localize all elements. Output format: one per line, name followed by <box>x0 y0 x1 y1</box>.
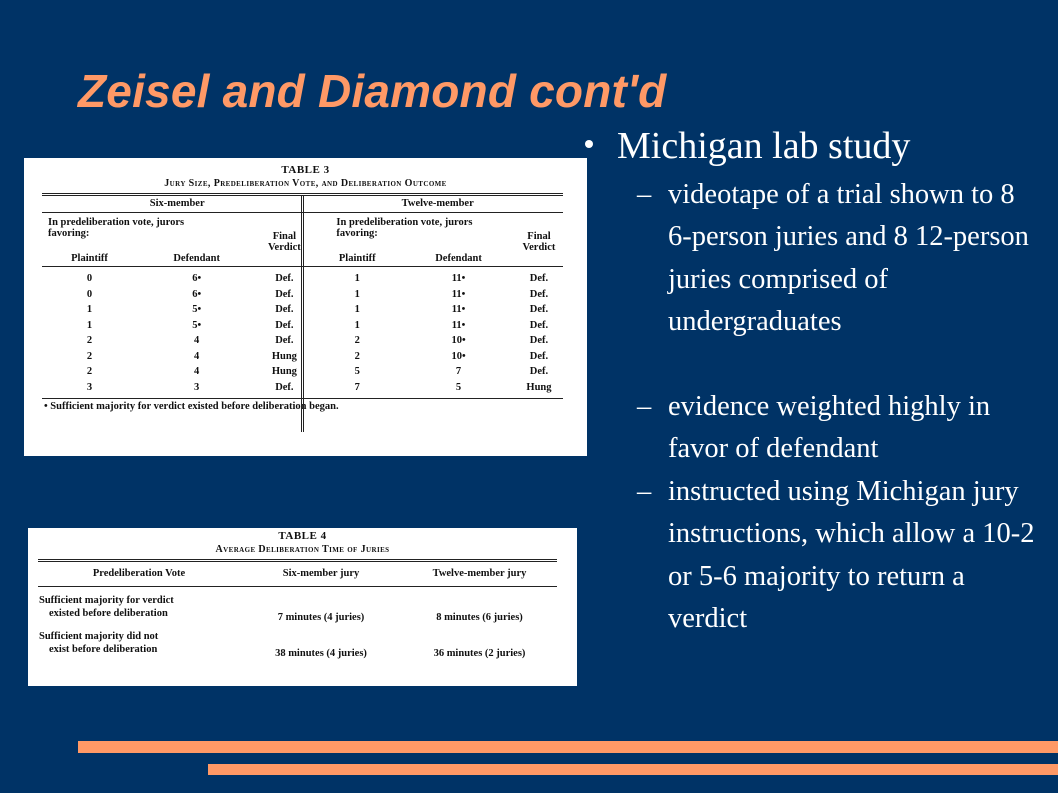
table-cell: 11• <box>451 304 466 316</box>
table-cell: 11• <box>451 273 466 285</box>
slide-title: Zeisel and Diamond cont'd <box>78 65 667 117</box>
table-cell: Def. <box>529 335 549 347</box>
table-cell: 0 <box>86 288 93 300</box>
main-bullet <box>585 124 910 168</box>
table-cell: 11• <box>451 288 466 300</box>
table4 <box>38 562 557 661</box>
table-cell: 2 <box>354 350 360 362</box>
row-label-line2: exist before deliberation <box>49 643 158 655</box>
table-cell: Def. <box>275 288 294 300</box>
bullet-dot-icon <box>585 140 593 148</box>
table-cell: Def. <box>529 288 549 300</box>
table3-caption: TABLE 3 <box>281 164 330 176</box>
table4-col-vote: Predeliberation Vote <box>92 568 186 580</box>
table3-final-right: Final Verdict <box>522 231 556 253</box>
table-cell: Hung <box>271 366 297 378</box>
row-label-line2: existed before deliberation <box>49 607 168 619</box>
sub-bullet-text: videotape of a trial shown to 8 6-person juries and 8 12-person juries comprised of undergraduates <box>668 179 1029 337</box>
table-cell: 1 <box>86 319 93 331</box>
table-cell: 1 <box>354 288 360 300</box>
table-cell: 10• <box>451 350 466 362</box>
table-cell: 38 minutes (4 juries) <box>275 647 367 659</box>
table-cell: 1 <box>86 304 93 316</box>
table-cell: Def. <box>529 319 549 331</box>
table-cell: 2 <box>86 335 93 347</box>
table-cell: Def. <box>529 304 549 316</box>
table3-defendant-left: Defendant <box>173 253 221 264</box>
accent-bar-top <box>78 741 1058 753</box>
table3-plaintiff-right: Plaintiff <box>338 253 376 264</box>
table-cell: Def. <box>275 319 294 331</box>
table-cell: 4 <box>194 335 200 347</box>
table3-group-six: Six-member <box>42 196 312 213</box>
row-label-line1: Sufficient majority did not <box>39 630 159 642</box>
table-cell: 5• <box>192 304 202 316</box>
row-label-line1: Sufficient majority for verdict <box>39 594 174 606</box>
dash-icon: – <box>637 476 652 507</box>
dash-icon: – <box>637 391 652 422</box>
table-cell: 36 minutes (2 juries) <box>433 647 526 659</box>
table-cell: 10• <box>451 335 466 347</box>
table-cell <box>38 625 240 661</box>
table3-plaintiff-left: Plaintiff <box>71 253 108 264</box>
table4-caption: TABLE 4 <box>278 530 327 542</box>
sub-bullet-text: evidence weighted highly in favor of defendant <box>668 391 991 465</box>
table-cell: 6• <box>192 288 202 300</box>
table-cell: 4 <box>194 350 200 362</box>
table-cell: Def. <box>529 366 549 378</box>
table-cell: 1 <box>354 273 360 285</box>
table3-defendant-right: Defendant <box>435 253 482 264</box>
table-row <box>38 625 557 661</box>
table-cell: Def. <box>275 335 294 347</box>
table-cell: Def. <box>275 381 294 393</box>
table-cell: 7 <box>354 381 360 393</box>
table-cell: 5 <box>455 381 462 393</box>
table-cell: 1 <box>354 304 360 316</box>
accent-bar-bottom <box>208 764 1058 775</box>
table-cell: 1 <box>354 319 360 331</box>
table-cell: 8 minutes (6 juries) <box>436 611 523 623</box>
table3-footnote: • Sufficient majority for verdict existed before deliberation began. <box>44 401 339 412</box>
table-cell: Def. <box>275 273 294 285</box>
table3-group-twelve: Twelve-member <box>312 196 563 213</box>
table4-subtitle: Average Deliberation Time of Juries <box>215 544 390 555</box>
table-cell: Def. <box>275 304 294 316</box>
table-cell: 5 <box>354 366 360 378</box>
table3-vote-label-left: In predeliberation vote, jurors favoring: <box>48 217 185 239</box>
table-cell: 5• <box>192 319 202 331</box>
table-cell: Def. <box>529 350 549 362</box>
table3-final-left: Final Verdict <box>267 231 301 253</box>
sub-bullet-text: instructed using Michigan jury instructions, which allow a 10-2 or 5-6 majority to return a verdict <box>668 476 1035 634</box>
dash-icon: – <box>637 179 652 210</box>
table3-vote-label-right: In predeliberation vote, jurors favoring: <box>336 217 473 239</box>
table-cell: 2 <box>354 335 360 347</box>
table-cell: 11• <box>451 319 466 331</box>
table3-subtitle: Jury Size, Predeliberation Vote, and Deliberation Outcome <box>164 178 447 189</box>
table-cell: 0 <box>86 273 93 285</box>
main-bullet-text: Michigan lab study <box>617 125 911 167</box>
table-cell: Hung <box>526 381 552 393</box>
table4-image <box>28 528 577 686</box>
table-cell: 3 <box>194 381 200 393</box>
table-cell: 2 <box>86 350 93 362</box>
table-cell: Hung <box>271 350 297 362</box>
table-cell: 4 <box>194 366 200 378</box>
table-cell: Def. <box>529 273 549 285</box>
table-cell: 7 <box>455 366 462 378</box>
table-cell: 2 <box>86 366 93 378</box>
table-row <box>38 589 557 625</box>
table4-col-twelve: Twelve-member jury <box>432 568 527 580</box>
table4-col-six: Six-member jury <box>282 568 360 580</box>
table3-image <box>24 158 587 456</box>
table-cell <box>38 589 240 625</box>
table-cell: 6• <box>192 273 202 285</box>
table-cell: 7 minutes (4 juries) <box>277 611 365 623</box>
table-cell: 3 <box>86 381 93 393</box>
